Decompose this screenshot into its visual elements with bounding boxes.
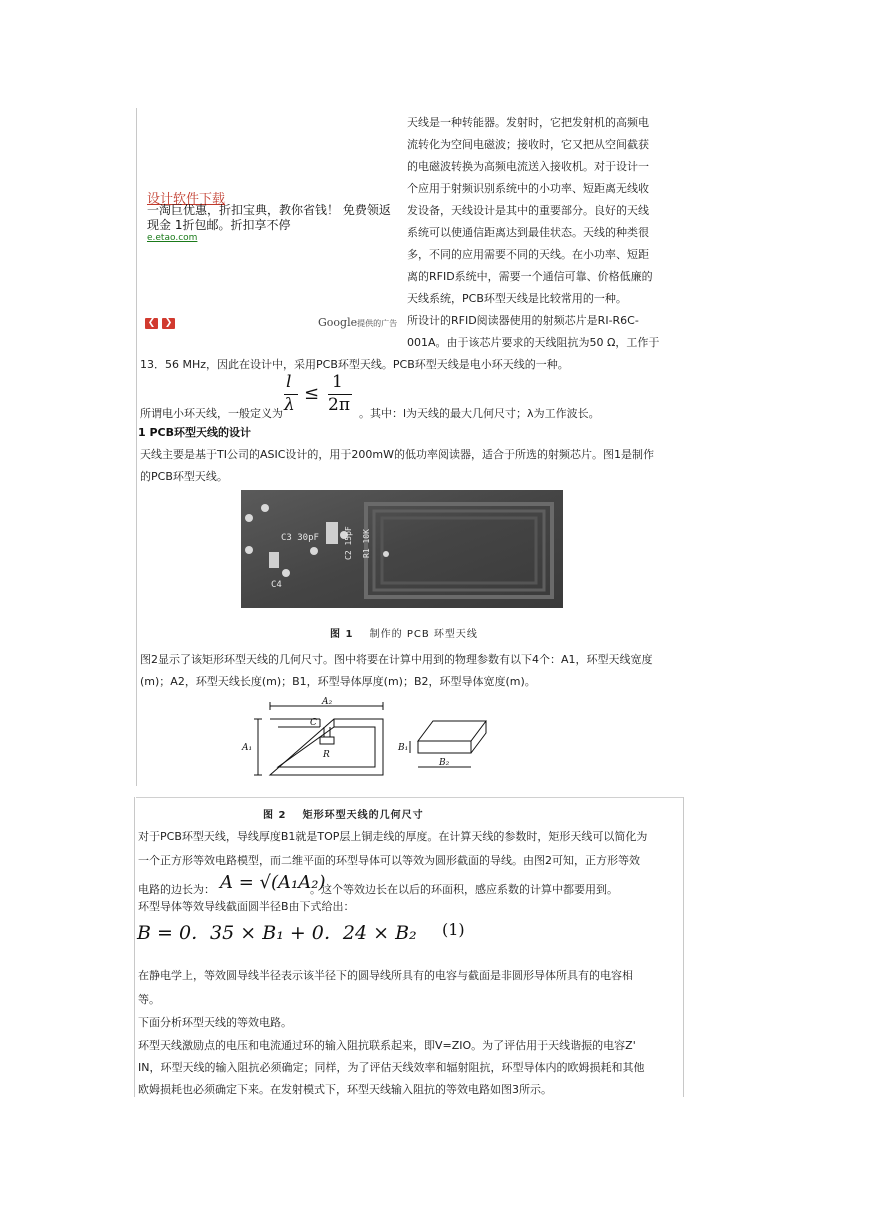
small-loop-prefix: 所谓电小环天线，一般定义为 (140, 407, 283, 420)
pcb-via (245, 514, 253, 522)
right-border-bottom (683, 797, 684, 1097)
static-line: 在静电学上，等效圆导线半径表示该半径下的圆导线所具有的电容与截面是非圆形导体所具有的电容相 (138, 969, 633, 982)
loop-geometry-diagram (238, 697, 488, 777)
resistor-box (320, 737, 334, 744)
static-line: 欧姆损耗也必须确定下来。在发射模式下，环型天线输入阻抗的等效电路如图3所示。 (138, 1083, 552, 1096)
pcb-via (383, 551, 389, 557)
intro-line: 天线系统，PCB环型天线是比较常用的一种。 (407, 292, 627, 305)
google-ads-sub: 提供的广告 (357, 319, 398, 328)
static-line: 等。 (138, 993, 160, 1006)
design-line: 天线主要是基于TI公司的ASIC设计的，用于200mW的低功率阅读器，适合于所选的射频芯片。图1是制作 (140, 448, 654, 461)
static-line: IN，环型天线的输入阻抗必须确定；同样，为了评估天线效率和辐射阻抗，环型导体内的欧姆损耗和其他 (138, 1061, 645, 1074)
design-line: 的PCB环型天线。 (140, 470, 228, 483)
intro-line: 的电磁波转换为高频电流送入接收机。对于设计一 (407, 160, 649, 173)
intro-line: 个应用于射频识别系统中的小功率、短距离无线收 (407, 182, 649, 195)
fig1-caption (330, 625, 478, 640)
intro-line: 天线是一种转能器。发射时，它把发射机的高频电 (407, 116, 649, 129)
fraction-r-den: 2π (328, 395, 350, 415)
geometry-line: 图2显示了该矩形环型天线的几何尺寸。图中将要在计算中用到的物理参数有以下4个：A1，环型天线宽度 (140, 653, 653, 666)
silk-c2: C2 15pF (344, 526, 353, 560)
google-logo-text: Google (318, 316, 358, 329)
conductor-block (418, 721, 486, 753)
side-length-formula: A = √(A₁A₂) (220, 872, 326, 893)
pcb-via (282, 569, 290, 577)
google-ads-label[interactable] (318, 316, 397, 329)
intro-line: 多，不同的应用需要不同的天线。在小功率、短距 (407, 248, 649, 261)
label-r: R (323, 750, 330, 760)
intro-line: 所设计的RFID阅读器使用的射频芯片是RI-R6C- (407, 314, 639, 327)
section-heading: 1 PCB环型天线的设计 (138, 426, 252, 439)
equation-1: B = 0．35 × B₁ + 0．24 × B₂ (137, 922, 417, 944)
small-loop-suffix: 。其中：l为天线的最大几何尺寸；λ为工作波长。 (359, 407, 600, 420)
ad-title-link[interactable]: 设计软件下载 (147, 192, 226, 207)
label-b2: B₂ (439, 758, 450, 768)
pcb-pad (326, 522, 338, 544)
intro-line: 离的RFID系统中，需要一个通信可靠、价格低廉的 (407, 270, 653, 283)
label-a1: A₁ (242, 743, 253, 753)
intro-line: 发设备，天线设计是其中的重要部分。良好的天线 (407, 204, 649, 217)
pcb-via (310, 547, 318, 555)
fraction-l-den: λ (284, 395, 295, 415)
fig2-caption-num: 图 2 (263, 810, 287, 821)
ad-url-link[interactable]: e.etao.com (147, 233, 198, 243)
ad-next-button[interactable] (162, 318, 175, 329)
silk-c4: C4 (271, 580, 282, 590)
label-c: C (310, 718, 317, 728)
ad-body-text[interactable]: 一淘巨优惠，折扣宝典，教你省钱！ 免费领返现金 1折包邮。折扣享不停 (147, 203, 391, 232)
intro-line: 001A。由于该芯片要求的天线阻抗为50 Ω，工作于 (407, 336, 660, 349)
left-border-top (136, 108, 137, 786)
frequency-line: 13．56 MHz，因此在设计中，采用PCB环型天线。PCB环型天线是电小环天线的一种。 (140, 358, 569, 371)
chevron-right-icon: ❯ (164, 318, 173, 328)
side-eq-prefix: 电路的边长为： (138, 883, 215, 896)
fig2-caption-text: 矩形环型天线的几何尺寸 (302, 810, 424, 821)
equation-1-number: (1) (442, 920, 465, 939)
model-line: 对于PCB环型天线，导线厚度B1就是TOP层上铜走线的厚度。在计算天线的参数时，矩形天线可以简化为 (138, 830, 648, 843)
fraction-r-num: 1 (332, 372, 343, 392)
static-line: 下面分析环型天线的等效电路。 (138, 1016, 292, 1029)
pcb-via (245, 546, 253, 554)
fig1-caption-num: 图 1 (330, 629, 354, 640)
fig2-caption (263, 806, 424, 821)
intro-line: 流转化为空间电磁波；接收时，它又把从空间截获 (407, 138, 649, 151)
static-line: 环型天线激励点的电压和电流通过环的输入阻抗联系起来，即V=ZIO。为了评估用于天线谐振的电容Z' (138, 1039, 636, 1052)
fraction-l-num: l (286, 372, 292, 392)
label-b1: B₁ (398, 743, 409, 753)
label-a2: A₂ (322, 697, 333, 707)
left-border-bottom (134, 797, 135, 1097)
section-divider (136, 797, 683, 798)
radius-line: 环型导体等效导线截面圆半径B由下式给出： (138, 900, 355, 913)
fig1-caption-text: 制作的 PCB 环型天线 (369, 629, 478, 640)
chevron-left-icon: ❮ (147, 318, 156, 328)
silk-r1: R1 10K (362, 529, 371, 558)
geometry-line: (m)；A2，环型天线长度(m)；B1，环型导体厚度(m)；B2，环型导体宽度(m)。 (140, 675, 536, 688)
pcb-via (261, 504, 269, 512)
pcb-antenna-photo (241, 490, 563, 608)
ad-prev-button[interactable] (145, 318, 158, 329)
silk-c3: C3 30pF (281, 533, 319, 543)
intro-line: 系统可以使通信距离达到最佳状态。天线的种类很 (407, 226, 649, 239)
side-eq-suffix: 。这个等效边长在以后的环面积，感应系数的计算中都要用到。 (310, 883, 618, 896)
small-loop-formula (282, 372, 357, 418)
model-line: 一个正方形等效电路模型，而二维平面的环型导体可以等效为圆形截面的导线。由图2可知，正方形等效 (138, 854, 640, 867)
pcb-pad (269, 552, 279, 568)
loop-inner (278, 727, 375, 767)
relation-symbol: ≤ (304, 383, 320, 404)
